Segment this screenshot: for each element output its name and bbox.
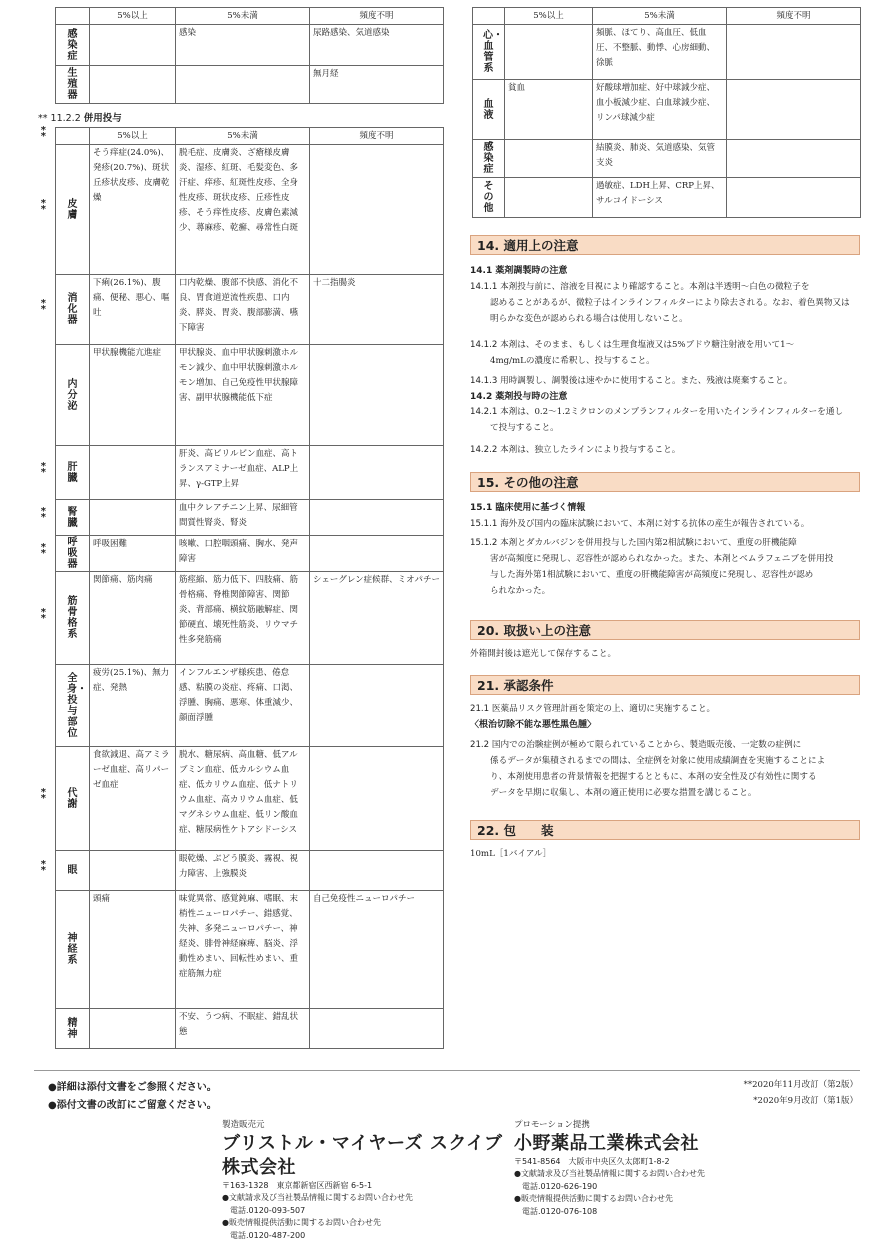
table-row [56,536,444,572]
table-row [56,891,444,1009]
cell-5pct-under: 感染 [176,25,310,66]
category-cell: 生殖器 [56,66,90,104]
category-cell: 眼 [56,851,90,891]
category-cell: 心・血管系 [473,25,505,80]
category-cell: 消化器 [56,275,90,345]
cell-5pct-over [90,1009,176,1049]
cell-5pct-over: そう痒症(24.0%)、発疹(20.7%)、斑状丘疹状皮疹、皮膚乾燥 [90,145,176,275]
paragraph-text: 本剤投与前に、溶液を目視により確認すること。本剤は半透明～白色の微粒子を [500,282,810,292]
cell-5pct-over [90,851,176,891]
header-5pct-over: 5%以上 [90,128,176,145]
table-row [56,747,444,851]
cell-5pct-under: 不安、うつ病、不眠症、錯乱状態 [176,1009,310,1049]
table-row [56,665,444,747]
header-5pct-under: 5%未満 [593,8,727,25]
cell-unknown: 自己免疫性ニューロパチー [310,891,444,1009]
section-22-title: 22. 包 装 [470,820,860,840]
cell-5pct-over: 呼吸困難 [90,536,176,572]
table-header-row [56,8,444,25]
cell-unknown [310,536,444,572]
promotion-sales-phone: 電話.0120-076-108 [522,1206,598,1216]
combo-heading-number: 11.2.2 [50,113,81,124]
cell-5pct-over: 貧血 [505,80,593,140]
revision-mark: * * [40,298,46,315]
section-21-subheading: 〈根治切除不能な悪性黒色腫〉 [470,720,597,730]
revision-mark: * * [40,787,46,804]
cell-5pct-over [505,178,593,218]
promotion-label: プロモーション提携 [514,1120,590,1130]
cell-5pct-under: 結膜炎、肺炎、気道感染、気管支炎 [593,140,727,178]
paragraph-text: られなかった。 [490,586,551,596]
cell-unknown [310,145,444,275]
category-cell: 全身・投与部位 [56,665,90,747]
cell-unknown [727,140,861,178]
table-row [56,66,444,104]
section-14-1-heading: 14.1 薬剤調製時の注意 [470,266,568,276]
blank-header-cell [473,8,505,25]
cell-5pct-under: 眼乾燥、ぶどう膜炎、霧視、視力障害、上強膜炎 [176,851,310,891]
revision-mark: * * [40,606,46,624]
cell-5pct-over: 下痢(26.1%)、腹痛、便秘、悪心、嘔吐 [90,275,176,345]
table-row [473,178,861,218]
cell-5pct-under: 筋痙縮、筋力低下、四肢痛、筋骨格痛、脊椎関節障害、関節炎、背部痛、横紋筋融解症、関節硬直、壊死性筋炎、リウマチ性多発筋痛 [176,572,310,665]
cell-5pct-over [90,446,176,500]
cell-5pct-over [90,25,176,66]
paragraph-20: 外箱開封後は遮光して保存すること。 [470,649,617,659]
footer-divider [34,1070,860,1071]
cell-5pct-over [505,25,593,80]
cell-5pct-under: 咳嗽、口腔咽頭痛、胸水、発声障害 [176,536,310,572]
header-5pct-over: 5%以上 [90,8,176,25]
cell-unknown [310,747,444,851]
combo-heading [38,110,122,124]
footer-note-revision: ●添付文書の改訂にご留意ください。 [48,1100,217,1111]
category-cell: 代謝 [56,747,90,851]
table-row [56,25,444,66]
cell-unknown [727,25,861,80]
table-row [56,275,444,345]
section-14-title: 14. 適用上の注意 [470,235,860,255]
header-5pct-over: 5%以上 [505,8,593,25]
cell-5pct-over: 食欲減退、高アミラーゼ血症、高リパーゼ血症 [90,747,176,851]
paragraph-number: 21.2 [470,740,490,750]
paragraph-22: 10mL［1バイアル］ [470,849,552,859]
paragraph-text: 明らかな変色が認められる場合は使用しないこと。 [490,314,688,324]
category-cell: 腎臓 [56,500,90,536]
header-unknown-frequency: 頻度不明 [310,128,444,145]
cell-5pct-over: 頭痛 [90,891,176,1009]
category-cell: 血液 [473,80,505,140]
cell-unknown: 十二指腸炎 [310,275,444,345]
table-header-row [56,128,444,145]
cell-5pct-under [176,66,310,104]
manufacturer-contact-label: ●文献請求及び当社製品情報に関するお問い合わせ先 [222,1193,413,1202]
cell-5pct-under: インフルエンザ様疾患、倦怠感、粘膜の炎症、疼痛、口渇、浮腫、胸痛、悪寒、体重減少、顔面浮腫 [176,665,310,747]
manufacturer-phone: 電話.0120-093-507 [230,1205,306,1215]
manufacturer-address: 〒163-1328 東京都新宿区西新宿 6-5-1 [222,1180,373,1190]
table-row [473,140,861,178]
paragraph-text: 係るデータが集積されるまでの間は、全症例を対象に使用成績調査を実施することによ [490,756,826,766]
table-row [473,25,861,80]
table-row [56,145,444,275]
table-row [56,1009,444,1049]
manufacturer-sales-label: ●販売情報提供活動に関するお問い合わせ先 [222,1218,381,1227]
top-adverse-table [55,7,444,104]
cell-5pct-over: 疲労(25.1%)、無力症、発熱 [90,665,176,747]
section-20-title: 20. 取扱い上の注意 [470,620,860,640]
cell-unknown: 無月経 [310,66,444,104]
cell-5pct-over [505,140,593,178]
paragraph-14-1-3 [470,373,862,389]
section-14-2-heading: 14.2 薬剤投与時の注意 [470,392,568,402]
revision-mark: * * [40,124,46,142]
section-15-title: 15. その他の注意 [470,472,860,492]
blank-header-cell [56,128,90,145]
cell-unknown [310,851,444,891]
paragraph-text: 本剤は、0.2～1.2ミクロンのメンブランフィルターを用いたインラインフィルターを通し [500,407,844,417]
category-cell: 皮膚 [56,145,90,275]
paragraph-text: 4mg/mLの濃度に希釈し、投与すること。 [490,356,655,366]
header-unknown-frequency: 頻度不明 [310,8,444,25]
paragraph-14-1-2 [470,337,862,369]
right-adverse-table [472,7,861,218]
cell-unknown: 尿路感染、気道感染 [310,25,444,66]
paragraph-21-1 [470,701,862,717]
paragraph-text: り、本剤使用患者の背景情報を把握するとともに、本剤の安全性及び有効性に関する [490,772,817,782]
promotion-sales-label: ●販売情報提供活動に関するお問い合わせ先 [514,1194,673,1203]
paragraph-15-1-2 [470,535,862,599]
paragraph-text: 本剤は、独立したラインにより投与すること。 [500,445,681,455]
table-row [56,572,444,665]
manufacturer-label: 製造販売元 [222,1120,265,1130]
paragraph-number: 14.1.2 [470,340,498,350]
header-5pct-under: 5%未満 [176,8,310,25]
cell-unknown [310,345,444,446]
paragraph-number: 21.1 [470,704,490,714]
category-cell: 肝臓 [56,446,90,500]
promotion-phone: 電話.0120-626-190 [522,1181,598,1191]
revision-date-1: *2020年9月改訂（第1版） [753,1096,858,1106]
cell-unknown [310,500,444,536]
paragraph-number: 15.1.2 [470,538,498,548]
paragraph-number: 14.1.1 [470,282,498,292]
category-cell: 呼吸器 [56,536,90,572]
table-row [56,500,444,536]
cell-5pct-under: 脱毛症、皮膚炎、ざ瘡様皮膚炎、湿疹、紅斑、毛髪変色、多汗症、痒疹、紅斑性皮疹、全身性皮疹、斑状皮疹、丘疹性皮疹、そう痒性皮疹、皮膚色素減少、蕁麻疹、乾癬、尋常性白斑 [176,145,310,275]
section-15-1-heading: 15.1 臨床使用に基づく情報 [470,503,586,513]
table-header-row [473,8,861,25]
table-row [56,851,444,891]
paragraph-text: て投与すること。 [490,423,559,433]
cell-5pct-over [90,500,176,536]
cell-5pct-under: 甲状腺炎、血中甲状腺刺激ホルモン減少、血中甲状腺刺激ホルモン増加、自己免疫性甲状腺障害、副甲状腺機能低下症 [176,345,310,446]
paragraph-number: 15.1.1 [470,519,498,529]
cell-5pct-over: 甲状腺機能亢進症 [90,345,176,446]
paragraph-21-2 [470,737,862,801]
paragraph-text: 与した海外第1相試験において、重度の肝機能障害が高頻度に発現し、忍容性が認め [490,570,814,580]
cell-unknown [310,665,444,747]
cell-5pct-under: 肝炎、高ビリルビン血症、高トランスアミナーゼ血症、ALP上昇、γ-GTP上昇 [176,446,310,500]
cell-unknown [727,178,861,218]
paragraph-14-2-1 [470,404,862,436]
paragraph-text: 認めることがあるが、微粒子はインラインフィルターにより除去される。なお、着色異物又は [490,298,850,308]
revision-mark: * * [40,461,46,478]
revision-mark: ** [38,113,51,124]
cell-5pct-under: 口内乾燥、腹部不快感、消化不良、胃食道逆流性疾患、口内炎、膵炎、胃炎、腹部膨満、嚥下障害 [176,275,310,345]
paragraph-number: 14.2.1 [470,407,498,417]
paragraph-14-1-1 [470,279,862,327]
promotion-name: 小野薬品工業株式会社 [514,1132,699,1154]
cell-5pct-under: 好酸球増加症、好中球減少症、血小板減少症、白血球減少症、リンパ球減少症 [593,80,727,140]
table-row [56,345,444,446]
paragraph-text: 国内での治験症例が極めて限られていることから、製造販売後、一定数の症例に [491,740,802,750]
promotion-block [514,1119,804,1218]
paragraph-number: 14.2.2 [470,445,498,455]
revision-mark: * * [40,198,46,215]
paragraph-15-1-1 [470,516,862,532]
paragraph-14-2-2 [470,442,862,458]
footer-note-detail: ●詳細は添付文書をご参照ください。 [48,1082,217,1093]
promotion-contact-label: ●文献請求及び当社製品情報に関するお問い合わせ先 [514,1169,705,1178]
revision-mark: * * [40,506,46,523]
revision-mark: * * [40,542,46,559]
category-cell: 内分泌 [56,345,90,446]
manufacturer-name: ブリストル・マイヤーズ スクイブ株式会社 [222,1132,503,1178]
paragraph-text: 本剤は、そのまま、もしくは生理食塩液又は5%ブドウ糖注射液を用いて1～ [500,340,795,350]
paragraph-text: 海外及び国内の臨床試験において、本剤に対する抗体の産生が報告されている。 [500,519,810,529]
table-row [56,446,444,500]
section-21-title: 21. 承認条件 [470,675,860,695]
cell-5pct-over: 関節痛、筋肉痛 [90,572,176,665]
header-5pct-under: 5%未満 [176,128,310,145]
category-cell: 精神 [56,1009,90,1049]
paragraph-text: 害が高頻度に発現し、忍容性が認められなかった。また、本剤とベムラフェニブを併用投 [490,554,834,564]
table-row [473,80,861,140]
category-cell: 筋骨格系 [56,572,90,665]
cell-5pct-under: 頻脈、ほてり、高血圧、低血圧、不整脈、動悸、心房細動、徐脈 [593,25,727,80]
paragraph-text: データを早期に収集し、本剤の適正使用に必要な措置を講じること。 [490,788,757,798]
category-cell: その他 [473,178,505,218]
manufacturer-block [222,1119,512,1242]
manufacturer-sales-phone: 電話.0120-487-200 [230,1230,306,1240]
paragraph-text: 用時調製し、調製後は速やかに使用すること。また、残液は廃棄すること。 [500,376,793,386]
category-cell: 神経系 [56,891,90,1009]
paragraph-number: 14.1.3 [470,376,498,386]
cell-5pct-under: 血中クレアチニン上昇、尿細管間質性腎炎、腎炎 [176,500,310,536]
revision-mark: * * [40,859,46,876]
paragraph-text: 医薬品リスク管理計画を策定の上、適切に実施すること。 [491,704,716,714]
cell-unknown [310,1009,444,1049]
header-unknown-frequency: 頻度不明 [727,8,861,25]
category-cell: 感染症 [56,25,90,66]
promotion-address: 〒541-8564 大阪市中央区久太郎町1-8-2 [514,1156,670,1166]
cell-5pct-over [90,66,176,104]
cell-unknown: シェーグレン症候群、ミオパチー [310,572,444,665]
cell-5pct-under: 過敏症、LDH上昇、CRP上昇、サルコイドーシス [593,178,727,218]
combo-heading-title: 併用投与 [83,113,122,124]
cell-unknown [310,446,444,500]
cell-unknown [727,80,861,140]
cell-5pct-under: 脱水、糖尿病、高血糖、低アルブミン血症、低カルシウム血症、低カリウム血症、低ナトリウム血症、高カリウム血症、低マグネシウム血症、低リン酸血症、糖尿病性ケトアシドーシス [176,747,310,851]
cell-5pct-under: 味覚異常、感覚鈍麻、嗜眠、末梢性ニューロパチー、錯感覚、失神、多発ニューロパチー、神経炎、腓骨神経麻痺、脳炎、浮動性めまい、回転性めまい、重症筋無力症 [176,891,310,1009]
category-cell: 感染症 [473,140,505,178]
blank-header-cell [56,8,90,25]
combination-adverse-table [55,127,444,1049]
paragraph-text: 本剤とダカルバジンを併用投与した国内第2相試験において、重度の肝機能障 [500,538,797,548]
revision-date-2: **2020年11月改訂（第2版） [743,1080,858,1090]
